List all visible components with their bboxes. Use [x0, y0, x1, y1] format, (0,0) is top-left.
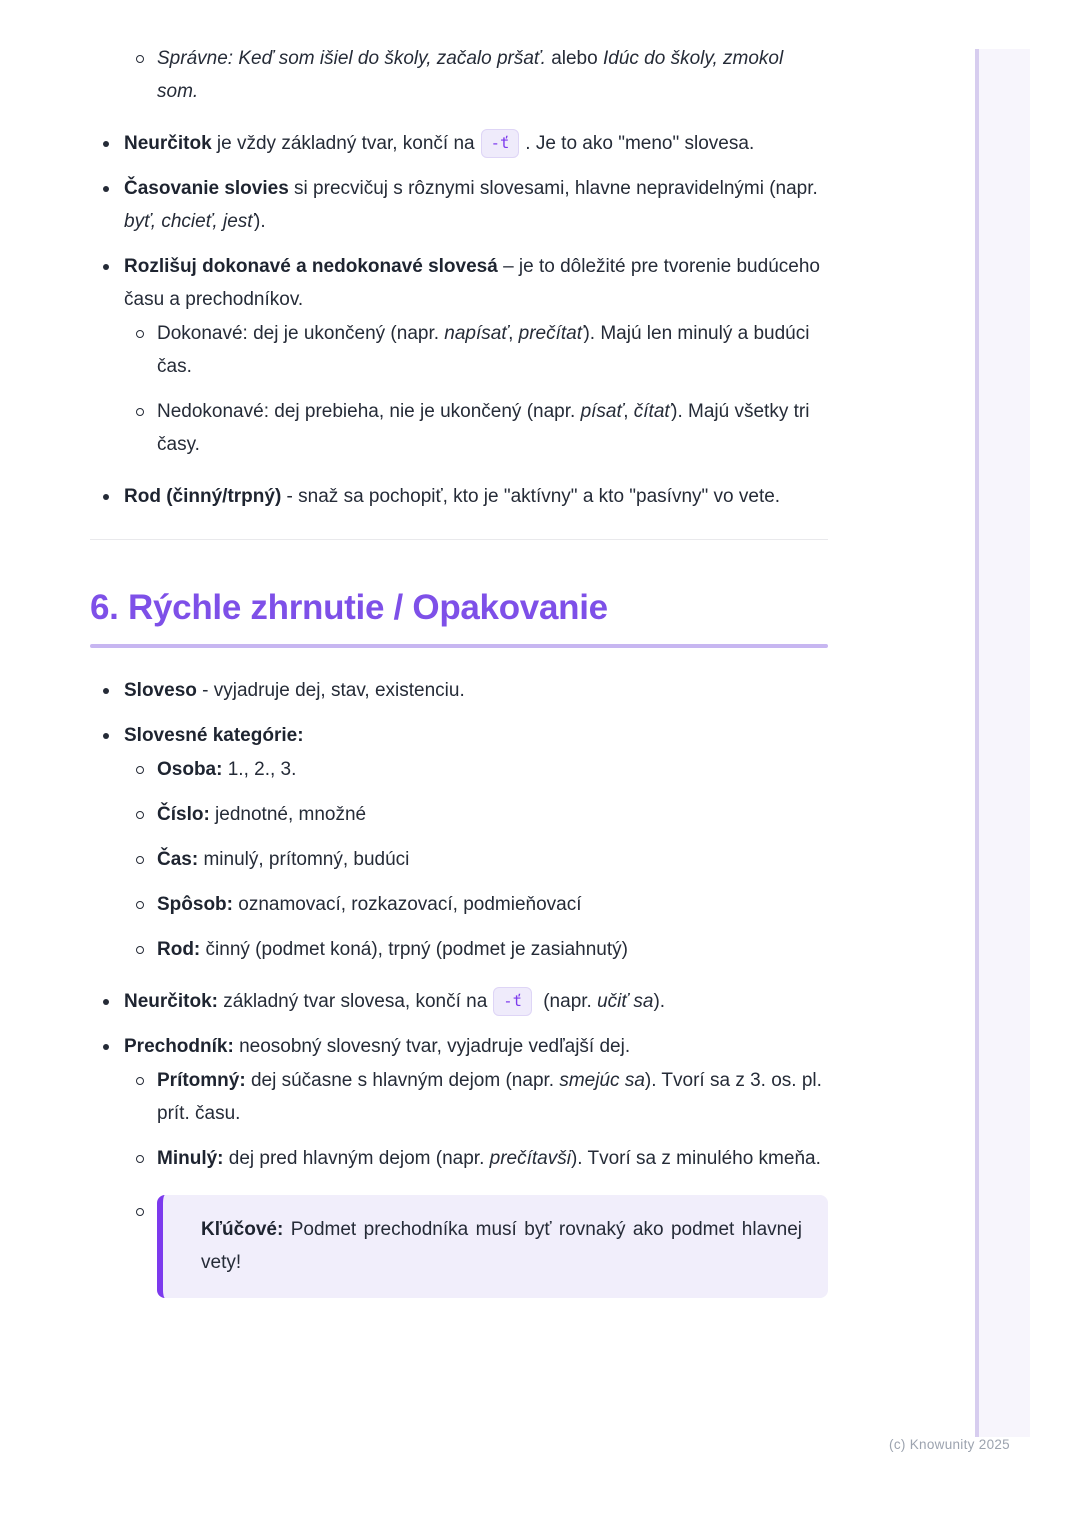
text-segment: napísať — [444, 323, 509, 344]
text-segment: Rozlišuj dokonavé a nedokonavé slovesá — [124, 256, 498, 277]
text-segment: Kľúčové: — [201, 1219, 284, 1240]
text-segment: Čas: — [157, 849, 199, 870]
bullet-dot-icon — [103, 999, 109, 1005]
text-segment: smejúc sa — [559, 1070, 645, 1091]
section-divider — [90, 539, 828, 540]
bullet-dot-icon — [103, 688, 109, 694]
callout-list-item — [90, 1195, 828, 1298]
text-segment: Prítomný: — [157, 1070, 246, 1091]
text-segment: 1., 2., 3. — [222, 759, 297, 780]
list-item — [90, 1030, 828, 1063]
text-segment: Prechodník: — [124, 1036, 234, 1057]
list-item — [90, 719, 828, 752]
list-item — [90, 888, 828, 921]
bullet-circle-icon — [136, 408, 144, 416]
list-item — [90, 250, 828, 316]
list-item — [90, 172, 828, 238]
list-item — [90, 985, 828, 1018]
bullet-dot-icon — [103, 1044, 109, 1050]
text-segment: , — [508, 323, 519, 344]
text-segment: Dokonavé: dej je ukončený (napr. — [157, 323, 445, 344]
list-item — [90, 127, 828, 160]
bullet-circle-icon — [136, 901, 144, 909]
text-segment: jednotné, množné — [209, 804, 367, 825]
bullet-circle-icon — [136, 1077, 144, 1085]
text-segment: Neurčitok — [124, 133, 212, 154]
text-segment: minulý, prítomný, budúci — [198, 849, 410, 870]
text-segment: základný tvar slovesa, končí na — [217, 991, 488, 1012]
text-segment: prečítavši — [489, 1148, 571, 1169]
list-item — [90, 317, 828, 383]
text-segment: Sloveso — [124, 680, 197, 701]
bullet-circle-icon — [136, 811, 144, 819]
text-segment: prečítať — [518, 323, 584, 344]
text-segment: Správne: Keď som išiel do školy, začalo pršať. — [157, 48, 546, 69]
section-heading: 6. Rýchle zhrnutie / Opakovanie — [90, 588, 608, 627]
text-segment: čítať — [633, 401, 672, 422]
text-segment: . Je to ako "meno" slovesa. — [525, 133, 755, 154]
text-segment: Neurčitok: — [124, 991, 218, 1012]
text-segment: ). Tvorí sa z minulého kmeňa. — [570, 1148, 821, 1169]
inline-code-badge: -ť — [481, 129, 520, 158]
text-segment: Spôsob: — [157, 894, 233, 915]
text-segment: alebo — [545, 48, 603, 69]
bullet-dot-icon — [103, 733, 109, 739]
list-item — [90, 843, 828, 876]
bullet-circle-icon — [136, 856, 144, 864]
text-segment: Idúc do školy, zmokol som. — [157, 48, 784, 102]
key-point-callout — [157, 1195, 828, 1298]
bullet-circle-icon — [136, 55, 144, 63]
heading-underline — [90, 644, 828, 648]
text-segment: Časovanie slovies — [124, 178, 289, 199]
text-segment: ). Majú všetky tri časy. — [157, 401, 810, 455]
text-segment: (napr. — [537, 991, 598, 1012]
footer-copyright: (c) Knowunity 2025 — [889, 1437, 1010, 1452]
text-segment: dej súčasne s hlavným dejom (napr. — [245, 1070, 560, 1091]
text-segment: Minulý: — [157, 1148, 224, 1169]
bullet-dot-icon — [103, 264, 109, 270]
inline-code-badge: -ť — [493, 987, 532, 1016]
text-segment: ). — [653, 991, 666, 1012]
text-segment: - snaž sa pochopiť, kto je "aktívny" a kto "pasívny" vo vete. — [281, 486, 781, 507]
bullet-circle-icon — [136, 1208, 144, 1216]
list-item — [90, 1142, 828, 1175]
text-segment: Rod: — [157, 939, 201, 960]
text-segment: Podmet prechodníka musí byť rovnaký ako podmet hlavnej vety! — [201, 1219, 802, 1273]
bullet-circle-icon — [136, 330, 144, 338]
text-segment: neosobný slovesný tvar, vyjadruje vedľajší dej. — [233, 1036, 631, 1057]
text-segment: ). Tvorí sa z 3. os. pl. prít. času. — [157, 1070, 822, 1124]
list-item — [90, 753, 828, 786]
text-segment: – je to dôležité pre tvorenie budúceho času a prechodníkov. — [124, 256, 820, 310]
scrollbar-track[interactable] — [975, 49, 1030, 1437]
text-segment: je vždy základný tvar, končí na — [211, 133, 475, 154]
list-item — [90, 933, 828, 966]
list-item — [90, 798, 828, 831]
top-list — [90, 42, 828, 513]
text-segment: Osoba: — [157, 759, 223, 780]
list-item — [90, 1064, 828, 1130]
text-segment: ). — [254, 211, 266, 232]
text-segment: oznamovací, rozkazovací, podmieňovací — [233, 894, 582, 915]
bullet-dot-icon — [103, 494, 109, 500]
text-segment: dej pred hlavným dejom (napr. — [223, 1148, 490, 1169]
text-segment: si precvičuj s rôznymi slovesami, hlavne nepravidelnými (napr. — [288, 178, 818, 199]
text-segment: písať — [580, 401, 624, 422]
text-segment: , — [623, 401, 634, 422]
text-segment: Slovesné kategórie: — [124, 725, 304, 746]
list-item — [90, 42, 828, 108]
document-content — [90, 0, 828, 1298]
bullet-circle-icon — [136, 1155, 144, 1163]
bullet-circle-icon — [136, 766, 144, 774]
list-item — [90, 674, 828, 707]
text-segment: Číslo: — [157, 804, 210, 825]
bullet-dot-icon — [103, 186, 109, 192]
bullet-dot-icon — [103, 141, 109, 147]
text-segment: byť, chcieť, jesť — [124, 211, 255, 232]
text-segment: - vyjadruje dej, stav, existenciu. — [196, 680, 465, 701]
summary-list — [90, 674, 828, 1298]
bullet-circle-icon — [136, 946, 144, 954]
list-item — [90, 395, 828, 461]
text-segment: učiť sa — [597, 991, 654, 1012]
text-segment: ). Majú len minulý a budúci čas. — [157, 323, 810, 377]
list-item — [90, 480, 828, 513]
text-segment: Rod (činný/trpný) — [124, 486, 282, 507]
text-segment: Nedokonavé: dej prebieha, nie je ukončený (napr. — [157, 401, 581, 422]
text-segment: činný (podmet koná), trpný (podmet je zasiahnutý) — [200, 939, 628, 960]
